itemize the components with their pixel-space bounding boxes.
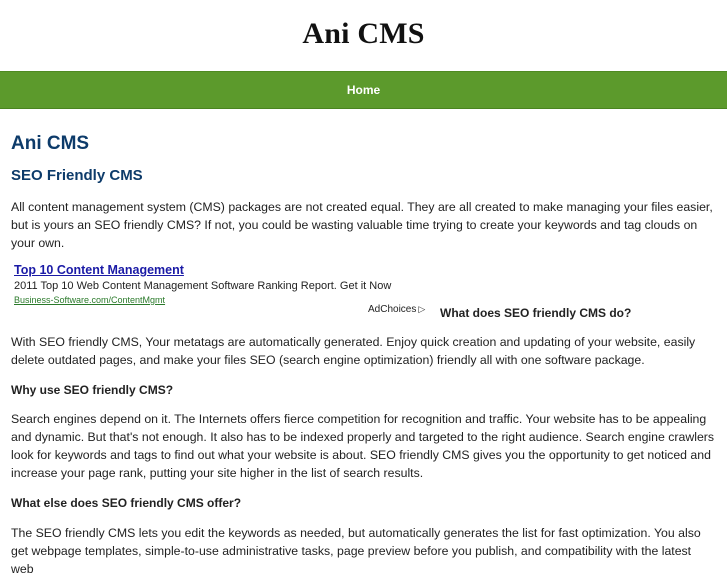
main-navbar [0,71,727,109]
main-content [0,133,727,578]
adchoices-link[interactable] [368,304,425,315]
section-heading-why: Why use SEO friendly CMS? [11,383,174,397]
section-heading-else: What else does SEO friendly CMS offer? [11,496,242,510]
adchoices-label: AdChoices [368,304,417,315]
ad-url-link[interactable]: Business-Software.com/ContentMgmt [14,295,166,305]
nav-home-link[interactable]: Home [346,83,381,97]
what-paragraph: With SEO friendly CMS, Your metatags are automatically generated. Enjoy quick creation and updating of your website, easily delete outdated pages, and make your files SEO (search engine optimization) friendly all with one software package. [11,335,696,367]
ad-block [11,263,716,321]
section-heading-what: What does SEO friendly CMS do? [440,306,632,320]
ad-title-link[interactable]: Top 10 Content Management [14,263,184,277]
page-subtitle: SEO Friendly CMS [11,167,143,184]
why-paragraph: Search engines depend on it. The Internets offers fierce competition for recognition and traffic. Your website has to be appealing and dynamic. But that's not enough. It also has to be indexed properly and targeted to the right audience. Search engine crawlers look for keywords and tags to find out what your website is about. SEO friendly CMS gives you the opportunity to get noticed and increase your page rank, putting your site higher in the list of search results. [11,412,715,480]
ad-description: 2011 Top 10 Web Content Management Software Ranking Report. Get it Now [14,280,392,292]
site-title[interactable]: Ani CMS [302,17,425,50]
page-title: Ani CMS [11,133,90,154]
else-paragraph: The SEO friendly CMS lets you edit the keywords as needed, but automatically generates the list for fast optimization. You also get webpage templates, simple-to-use administrative tasks, page preview before you publish, and compatibility with the latest web [11,526,701,576]
intro-paragraph: All content management system (CMS) packages are not created equal. They are all created to make managing your files easier, but is yours an SEO friendly CMS? If not, you could be wasting valuable time trying to create your keywords and tag clouds on your own. [11,200,713,250]
play-triangle-icon: ▷ [418,304,426,314]
